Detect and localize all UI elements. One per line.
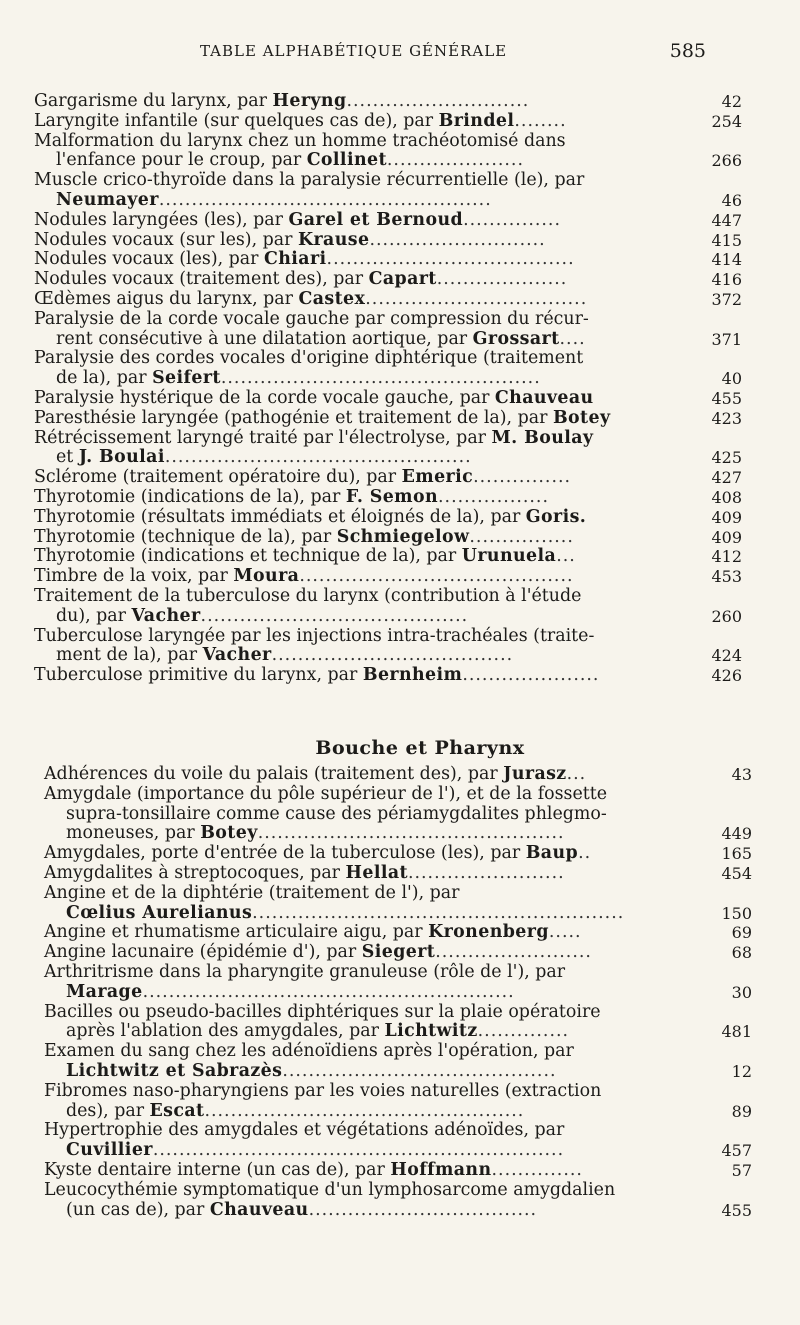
- running-title: TABLE ALPHABÉTIQUE GÉNÉRALE: [200, 42, 508, 60]
- author-name: Garel et Bernoud: [288, 209, 464, 230]
- author-name: Grossart: [472, 328, 560, 349]
- author-name: Castex: [298, 288, 366, 309]
- entry-line: Paralysie hystérique de la corde vocale gauche, par Chauveau: [34, 387, 594, 408]
- entry-line: Angine et rhumatisme articulaire aigu, par Kronenberg.....: [44, 922, 582, 943]
- entry-text: [34, 290, 742, 310]
- entry-line: supra-tonsillaire comme cause des périamygdalites phlegmo-: [66, 803, 607, 824]
- index-entry: [34, 547, 742, 567]
- dot-leader: ...: [566, 764, 587, 784]
- entry-text: [34, 666, 742, 686]
- author-name: Marage: [66, 981, 143, 1002]
- page-reference: 409: [711, 507, 742, 527]
- index-entry: [44, 1181, 752, 1221]
- author-name: Escat: [149, 1100, 205, 1121]
- dot-leader: .....................: [386, 150, 524, 171]
- dot-leader: ..............: [491, 1159, 583, 1180]
- entry-text: [44, 923, 752, 943]
- entry-line: ment de la), par Vacher.....................................: [56, 645, 514, 666]
- entry-line: Laryngite infantile (sur quelques cas de), par Brindel........: [34, 110, 567, 131]
- dot-leader: ..........................................: [282, 1060, 557, 1081]
- dot-leader: .................................................: [220, 368, 541, 389]
- author-name: Lichtwitz: [384, 1021, 478, 1042]
- page-reference: 424: [711, 646, 742, 666]
- dot-leader: ............................: [346, 91, 530, 111]
- page-reference: 68: [731, 943, 752, 963]
- author-name: Hoffmann: [390, 1159, 492, 1180]
- index-entry: [44, 884, 752, 924]
- page-reference: 40: [721, 369, 742, 389]
- entry-line: Tuberculose primitive du larynx, par Bernheim.....................: [34, 665, 600, 686]
- page-reference: 150: [721, 903, 752, 923]
- page-reference: 165: [721, 844, 752, 864]
- entry-text: [34, 211, 742, 231]
- entry-text: [34, 468, 742, 488]
- author-name: Neumayer: [56, 189, 159, 210]
- author-name: J. Boulai: [78, 447, 165, 468]
- entry-line: Nodules vocaux (sur les), par Krause...........................: [34, 229, 546, 250]
- page-reference: 454: [721, 863, 752, 883]
- dot-leader: .....................................: [271, 645, 514, 666]
- entry-line: Malformation du larynx chez un homme trachéotomisé dans: [34, 130, 566, 151]
- entry-line: Angine lacunaire (épidémie d'), par Siegert........................: [44, 942, 592, 963]
- entry-text: [34, 250, 742, 270]
- dot-leader: ...............: [473, 467, 572, 488]
- entry-text: [44, 1082, 752, 1122]
- index-entry: [34, 310, 742, 350]
- index-entry: [44, 1082, 752, 1122]
- entry-line: l'enfance pour le croup, par Collinet.....................: [56, 150, 524, 171]
- index-entry: [44, 1042, 752, 1082]
- dot-leader: .................................................: [204, 1100, 525, 1121]
- page-reference: 412: [711, 547, 742, 567]
- dot-leader: ...............: [463, 209, 561, 230]
- page-reference: 408: [711, 487, 742, 507]
- index-entry: [34, 231, 742, 251]
- author-name: Lichtwitz et Sabrazès: [66, 1060, 283, 1081]
- page-reference: 409: [711, 527, 742, 547]
- index-entry: [34, 528, 742, 548]
- entry-line: Timbre de la voix, par Moura..........................................: [34, 566, 574, 587]
- page-reference: 455: [721, 1200, 752, 1220]
- dot-leader: ...............................................: [164, 447, 472, 468]
- entry-text: [34, 587, 742, 627]
- page-reference: 57: [731, 1160, 752, 1180]
- page-header: [0, 38, 800, 68]
- section-heading-text: Bouche et Pharynx: [315, 737, 525, 759]
- entry-text: [34, 409, 742, 429]
- index-entry: [34, 112, 742, 132]
- author-name: Chauveau: [494, 387, 594, 408]
- author-name: Collinet: [306, 150, 387, 171]
- index-entry: [34, 409, 742, 429]
- entry-line: de la), par Seifert.................................................: [56, 368, 541, 389]
- page-reference: 12: [731, 1061, 752, 1081]
- dot-leader: ................: [469, 526, 574, 547]
- entry-text: [44, 844, 752, 864]
- page-reference: 371: [711, 329, 742, 349]
- dot-leader: ...............................................................: [152, 1140, 565, 1161]
- entry-text: [44, 1042, 752, 1082]
- author-name: Hellat: [345, 862, 408, 883]
- entry-line: Tuberculose laryngée par les injections intra-trachéales (traite-: [34, 625, 595, 646]
- index-entry: [44, 785, 752, 844]
- index-entry: [34, 567, 742, 587]
- author-name: Schmiegelow: [336, 526, 470, 547]
- entry-text: [44, 765, 752, 785]
- entry-text: [34, 349, 742, 389]
- page-reference: 372: [711, 289, 742, 309]
- entry-line: [34, 191, 662, 211]
- dot-leader: ...................................: [308, 1199, 538, 1220]
- entry-text: [34, 92, 742, 112]
- author-name: Brindel: [438, 110, 515, 131]
- entry-line: moneuses, par Botey...............................................: [66, 823, 565, 844]
- entry-line: Leucocythémie symptomatique d'un lymphosarcome amygdalien: [44, 1179, 616, 1200]
- index-entry: [34, 587, 742, 627]
- author-name: Kronenberg: [428, 922, 549, 943]
- entry-line: Sclérome (traitement opératoire du), par Emeric...............: [34, 467, 572, 488]
- entry-line: Thyrotomie (indications de la), par F. Semon.................: [34, 486, 549, 507]
- dot-leader: ..............: [477, 1021, 570, 1042]
- index-entry: [34, 250, 742, 270]
- dot-leader: ...: [556, 546, 576, 567]
- index-entry: [44, 923, 752, 943]
- dot-leader: .........................................: [200, 605, 469, 626]
- index-entry: [34, 666, 742, 686]
- entry-line: Bacilles ou pseudo-bacilles diphtériques sur la plaie opératoire: [44, 1001, 601, 1022]
- author-name: Baup: [525, 843, 579, 864]
- dot-leader: .....................: [462, 665, 600, 686]
- author-name: Vacher: [202, 645, 272, 666]
- entry-text: [34, 627, 742, 667]
- index-entry: [44, 1121, 752, 1161]
- entry-text: [44, 785, 752, 844]
- page-reference: 449: [721, 824, 752, 844]
- page-reference: 455: [711, 388, 742, 408]
- index-section-larynx: [0, 92, 800, 686]
- entry-text: [44, 963, 752, 1003]
- entry-line: après l'ablation des amygdales, par Lichtwitz..............: [66, 1021, 570, 1042]
- entry-text: [34, 270, 742, 290]
- dot-leader: ....................: [436, 269, 568, 290]
- entry-text: [44, 864, 752, 884]
- entry-text: [44, 1121, 752, 1161]
- entry-line: Thyrotomie (indications et technique de la), par Urunuela...: [34, 546, 576, 567]
- page-reference: 457: [721, 1141, 752, 1161]
- entry-line: Thyrotomie (résultats immédiats et éloignés de la), par Goris.: [34, 506, 587, 527]
- entry-text: [44, 884, 752, 924]
- entry-line: Angine et de la diphtérie (traitement de l'), par: [44, 882, 460, 903]
- page-reference: 46: [721, 190, 742, 210]
- page-reference: 89: [731, 1101, 752, 1121]
- page-reference: 414: [711, 250, 742, 270]
- entry-line: Nodules laryngées (les), par Garel et Bernoud...............: [34, 209, 561, 230]
- entry-line: Kyste dentaire interne (un cas de), par Hoffmann..............: [44, 1159, 583, 1180]
- author-name: Moura: [233, 566, 300, 587]
- entry-text: [34, 528, 742, 548]
- entry-text: [34, 429, 742, 469]
- entry-line: Paralysie de la corde vocale gauche par compression du récur-: [34, 308, 589, 329]
- entry-line: Thyrotomie (technique de la), par Schmiegelow................: [34, 526, 574, 547]
- index-section-bouche-pharynx: [0, 765, 800, 1220]
- index-entry: [34, 488, 742, 508]
- entry-text: [34, 547, 742, 567]
- entry-line: des), par Escat.................................................: [66, 1100, 525, 1121]
- author-name: Emeric: [401, 467, 474, 488]
- dot-leader: .....: [548, 922, 582, 943]
- index-entry: [44, 963, 752, 1003]
- author-name: Siegert: [361, 942, 436, 963]
- entry-line: [44, 904, 672, 924]
- index-entry: [44, 864, 752, 884]
- entry-text: [34, 231, 742, 251]
- page-reference: 30: [731, 982, 752, 1002]
- index-entry: [34, 132, 742, 172]
- page-reference: 416: [711, 270, 742, 290]
- author-name: Vacher: [131, 605, 201, 626]
- page-reference: 453: [711, 567, 742, 587]
- entry-line: Hypertrophie des amygdales et végétations adénoïdes, par: [44, 1120, 565, 1141]
- entry-line: [44, 983, 672, 1003]
- entry-line: Adhérences du voile du palais (traitement des), par Jurasz...: [44, 764, 587, 784]
- dot-leader: .........................................................: [252, 902, 625, 923]
- dot-leader: ...........................: [369, 229, 546, 250]
- author-name: Chiari: [264, 249, 327, 270]
- author-name: Cœlius Aurelianus: [66, 902, 253, 923]
- index-entry: [34, 270, 742, 290]
- index-entry: [44, 943, 752, 963]
- index-entry: [34, 468, 742, 488]
- page-reference: 42: [721, 92, 742, 111]
- entry-line: Fibromes naso-pharyngiens par les voies naturelles (extraction: [44, 1080, 602, 1101]
- index-entry: [34, 211, 742, 231]
- entry-line: (un cas de), par Chauveau...................................: [66, 1199, 538, 1220]
- entry-text: [34, 132, 742, 172]
- entry-line: Œdèmes aigus du larynx, par Castex..................................: [34, 288, 588, 309]
- entry-text: [34, 488, 742, 508]
- page-reference: 425: [711, 448, 742, 468]
- entry-text: [44, 1181, 752, 1221]
- entry-line: Nodules vocaux (traitement des), par Capart....................: [34, 269, 568, 290]
- author-name: F. Semon: [345, 486, 439, 507]
- dot-leader: ........................: [407, 862, 565, 883]
- page-reference: 254: [711, 111, 742, 131]
- entry-line: Rétrécissement laryngé traité par l'électrolyse, par M. Boulay: [34, 427, 594, 448]
- page-reference: 427: [711, 468, 742, 488]
- index-entry: [34, 389, 742, 409]
- author-name: Seifert: [152, 368, 221, 389]
- index-entry: [44, 1003, 752, 1043]
- entry-text: [34, 567, 742, 587]
- index-entry: [44, 1161, 752, 1181]
- author-name: Goris.: [525, 506, 587, 527]
- entry-line: Traitement de la tuberculose du larynx (contribution à l'étude: [34, 585, 582, 606]
- entry-line: Amygdalites à streptocoques, par Hellat........................: [44, 862, 565, 883]
- index-entry: [34, 349, 742, 389]
- author-name: Chauveau: [209, 1199, 309, 1220]
- dot-leader: ...............................................: [257, 823, 565, 844]
- index-entry: [34, 290, 742, 310]
- entry-line: Paresthésie laryngée (pathogénie et traitement de la), par Botey: [34, 407, 611, 428]
- entry-text: [34, 389, 742, 409]
- author-name: Heryng: [272, 91, 347, 111]
- entry-line: rent consécutive à une dilatation aortique, par Grossart....: [56, 328, 586, 349]
- page-reference: 69: [731, 923, 752, 943]
- entry-line: Muscle crico-thyroïde dans la paralysie récurrentielle (le), par: [34, 170, 585, 191]
- author-name: Krause: [297, 229, 370, 250]
- entry-line: [44, 1062, 672, 1082]
- entry-line: Amygdale (importance du pôle supérieur de l'), et de la fossette: [44, 783, 608, 804]
- entry-line: Gargarisme du larynx, par Heryng............................: [34, 91, 530, 111]
- entry-text: [44, 1161, 752, 1181]
- index-entry: [34, 171, 742, 211]
- author-name: Botey: [200, 823, 258, 844]
- entry-text: [34, 508, 742, 528]
- author-name: Bernheim: [362, 665, 463, 686]
- entry-text: [44, 943, 752, 963]
- entry-line: du), par Vacher.........................................: [56, 605, 469, 626]
- index-entry: [34, 627, 742, 667]
- section-heading: [0, 737, 800, 759]
- dot-leader: ........: [514, 110, 567, 131]
- dot-leader: ..........................................: [299, 566, 574, 587]
- entry-text: [44, 1003, 752, 1043]
- dot-leader: ........................: [435, 942, 592, 963]
- index-entry: [34, 429, 742, 469]
- dot-leader: ....: [559, 328, 586, 349]
- entry-line: Examen du sang chez les adénoïdiens après l'opération, par: [44, 1041, 574, 1062]
- page-reference: 415: [711, 230, 742, 250]
- page-number: 585: [669, 40, 706, 62]
- entry-line: Arthritrisme dans la pharyngite granuleuse (rôle de l'), par: [44, 961, 566, 982]
- page-reference: 447: [711, 210, 742, 230]
- index-entry: [34, 92, 742, 112]
- entry-text: [34, 310, 742, 350]
- dot-leader: ......................................: [326, 249, 575, 270]
- entry-line: Nodules vocaux (les), par Chiari......................................: [34, 249, 575, 270]
- dot-leader: ..: [578, 843, 592, 864]
- author-name: Cuvillier: [66, 1140, 153, 1161]
- author-name: Jurasz: [503, 764, 567, 784]
- index-entry: [44, 765, 752, 785]
- author-name: Botey: [552, 407, 611, 428]
- page-reference: 43: [731, 765, 752, 784]
- entry-line: et J. Boulai...............................................: [56, 447, 472, 468]
- entry-text: [34, 112, 742, 132]
- index-entry: [44, 844, 752, 864]
- page-reference: 426: [711, 666, 742, 686]
- dot-leader: ..................................: [365, 288, 588, 309]
- dot-leader: .........................................................: [142, 981, 515, 1002]
- author-name: Capart: [368, 269, 437, 290]
- page-reference: 481: [721, 1022, 752, 1042]
- entry-text: [34, 171, 742, 211]
- entry-line: [44, 1141, 672, 1161]
- entry-line: Amygdales, porte d'entrée de la tuberculose (les), par Baup..: [44, 843, 592, 864]
- entry-line: Paralysie des cordes vocales d'origine diphtérique (traitement: [34, 348, 584, 369]
- author-name: Urunuela: [461, 546, 557, 567]
- page-reference: 423: [711, 408, 742, 428]
- dot-leader: ...................................................: [158, 189, 492, 210]
- page-reference: 266: [711, 151, 742, 171]
- page-reference: 260: [711, 606, 742, 626]
- author-name: M. Boulay: [491, 427, 594, 448]
- index-entry: [34, 508, 742, 528]
- dot-leader: .................: [438, 486, 549, 507]
